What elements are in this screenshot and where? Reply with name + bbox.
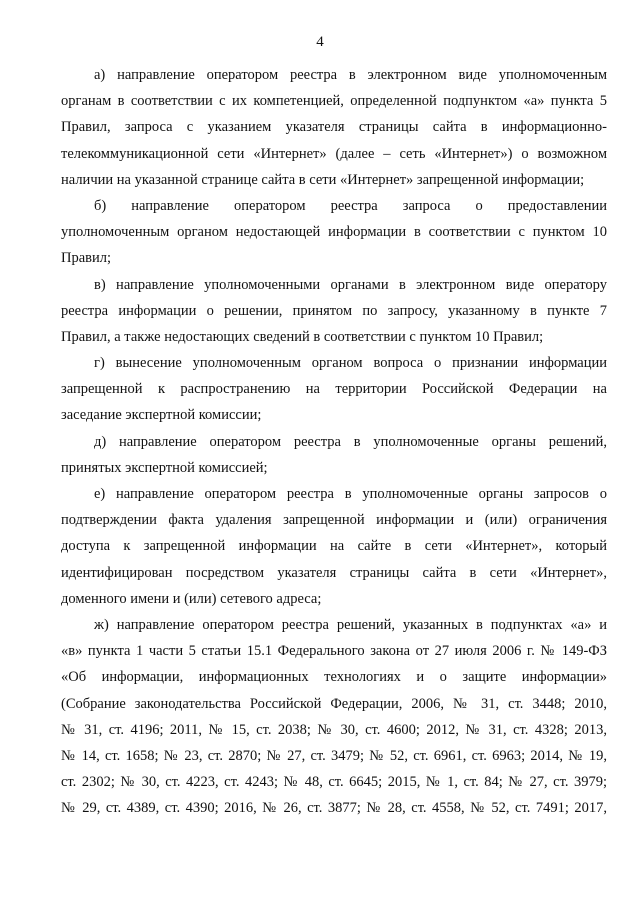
paragraph-zh: [61, 612, 607, 822]
text-line: (Собрание законодательства Российской Федерации, 2006, № 31, ст. 3448; 2010,: [61, 695, 607, 712]
text-line: реестра информации о решении, принятом по запросу, указанному в пункте 7: [61, 302, 607, 319]
paragraph-g: [61, 350, 607, 429]
page-number: 4: [316, 34, 324, 50]
text-line: подтверждении факта удаления запрещенной информации и (или) ограничения: [61, 512, 607, 529]
text-line: в) направление уполномоченными органами в электронном виде оператору: [94, 276, 607, 293]
text-line: Правил;: [61, 250, 112, 267]
document-body: [61, 62, 607, 821]
text-line: телекоммуникационной сети «Интернет» (далее – сеть «Интернет») о возможном: [61, 145, 607, 162]
text-line: «в» пункта 1 части 5 статьи 15.1 Федерального закона от 27 июля 2006 г. № 149-ФЗ: [61, 643, 607, 660]
text-line: № 31, ст. 4196; 2011, № 15, ст. 2038; № 30, ст. 4600; 2012, № 31, ст. 4328; 2013,: [61, 721, 607, 738]
text-line: доменного имени и (или) сетевого адреса;: [61, 590, 322, 607]
text-line: уполномоченным органом недостающей информации в соответствии с пунктом 10: [61, 224, 607, 241]
paragraph-b: [61, 193, 607, 272]
paragraph-d: [61, 429, 607, 481]
text-line: № 14, ст. 1658; № 23, ст. 2870; № 27, ст. 3479; № 52, ст. 6961, ст. 6963; 2014, № 19,: [61, 747, 607, 764]
text-line: ст. 2302; № 30, ст. 4223, ст. 4243; № 48, ст. 6645; 2015, № 1, ст. 84; № 27, ст. 3979;: [61, 774, 607, 791]
text-line: органам в соответствии с их компетенцией, определенной подпунктом «а» пункта 5: [61, 93, 607, 110]
text-line: наличии на указанной странице сайта в сети «Интернет» запрещенной информации;: [61, 171, 585, 188]
text-line: г) вынесение уполномоченным органом вопроса о признании информации: [94, 355, 607, 372]
text-line: запрещенной к распространению на территории Российской Федерации на: [61, 381, 607, 398]
paragraph-a: [61, 62, 607, 193]
text-line: «Об информации, информационных технологиях и о защите информации»: [61, 669, 607, 686]
text-line: доступа к запрещенной информации на сайте в сети «Интернет», который: [61, 538, 607, 555]
text-line: ж) направление оператором реестра решений, указанных в подпунктах «а» и: [94, 616, 607, 633]
text-line: заседание экспертной комиссии;: [61, 407, 262, 424]
text-line: № 29, ст. 4389, ст. 4390; 2016, № 26, ст. 3877; № 28, ст. 4558, № 52, ст. 7491; 2017,: [61, 800, 607, 817]
text-line: д) направление оператором реестра в уполномоченные органы решений,: [94, 433, 607, 450]
paragraph-v: [61, 272, 607, 351]
text-line: а) направление оператором реестра в электронном виде уполномоченным: [94, 67, 607, 83]
text-line: Правил, а также недостающих сведений в соответствии с пунктом 10 Правил;: [61, 328, 544, 345]
text-line: идентифицирован посредством указателя страницы сайта в сети «Интернет»,: [61, 564, 607, 581]
paragraph-e: [61, 481, 607, 612]
text-line: Правил, запроса с указанием указателя страницы сайта в информационно-: [61, 119, 607, 136]
text-line: принятых экспертной комиссией;: [61, 459, 268, 476]
text-line: е) направление оператором реестра в уполномоченные органы запросов о: [94, 486, 607, 502]
text-line: б) направление оператором реестра запроса о предоставлении: [94, 197, 607, 214]
